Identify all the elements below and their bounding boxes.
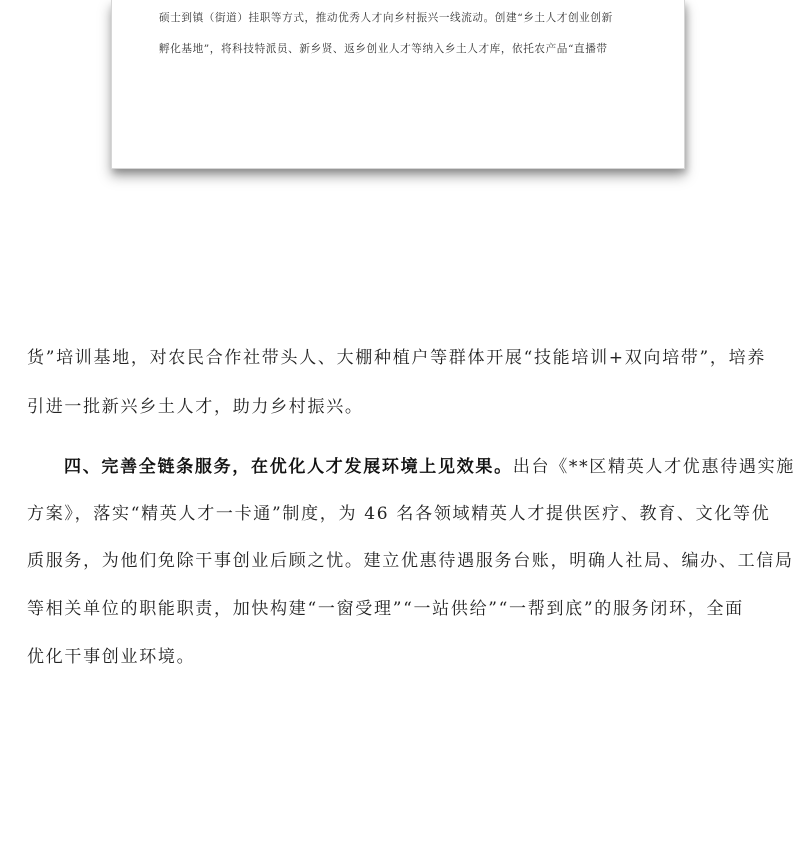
- section-paragraph-first-line: [64, 455, 796, 479]
- paragraph-text: 出台《**区精英人才优惠待遇实施: [512, 457, 796, 477]
- paragraph-line: 优化干事创业环境。: [27, 647, 196, 667]
- section-heading: 四、完善全链条服务，在优化人才发展环境上见效果。: [64, 457, 513, 477]
- embedded-page-image: [111, 0, 685, 169]
- paragraph-line: 货”培训基地，对农民合作社带头人、大棚种植户等群体开展“技能培训+双向培带”，培养: [27, 348, 767, 368]
- paragraph-line: 引进一批新兴乡土人才，助力乡村振兴。: [27, 397, 364, 417]
- paragraph-line: 质服务，为他们免除干事创业后顾之忧。建立优惠待遇服务台账，明确人社局、编办、工信局: [27, 551, 794, 571]
- paragraph-line: 方案》，落实“精英人才一卡通”制度，为 46 名各领域精英人才提供医疗、教育、文化等优: [27, 504, 771, 524]
- embedded-page-line: 孵化基地”，将科技特派员、新乡贤、返乡创业人才等纳入乡土人才库，依托农产品“直播带: [159, 43, 608, 55]
- paragraph-line: 等相关单位的职能职责，加快构建“一窗受理”“一站供给”“一帮到底”的服务闭环，全面: [27, 599, 744, 619]
- embedded-page-line: 硕士到镇（街道）挂职等方式，推动优秀人才向乡村振兴一线流动。创建“乡土人才创业创新: [159, 12, 613, 24]
